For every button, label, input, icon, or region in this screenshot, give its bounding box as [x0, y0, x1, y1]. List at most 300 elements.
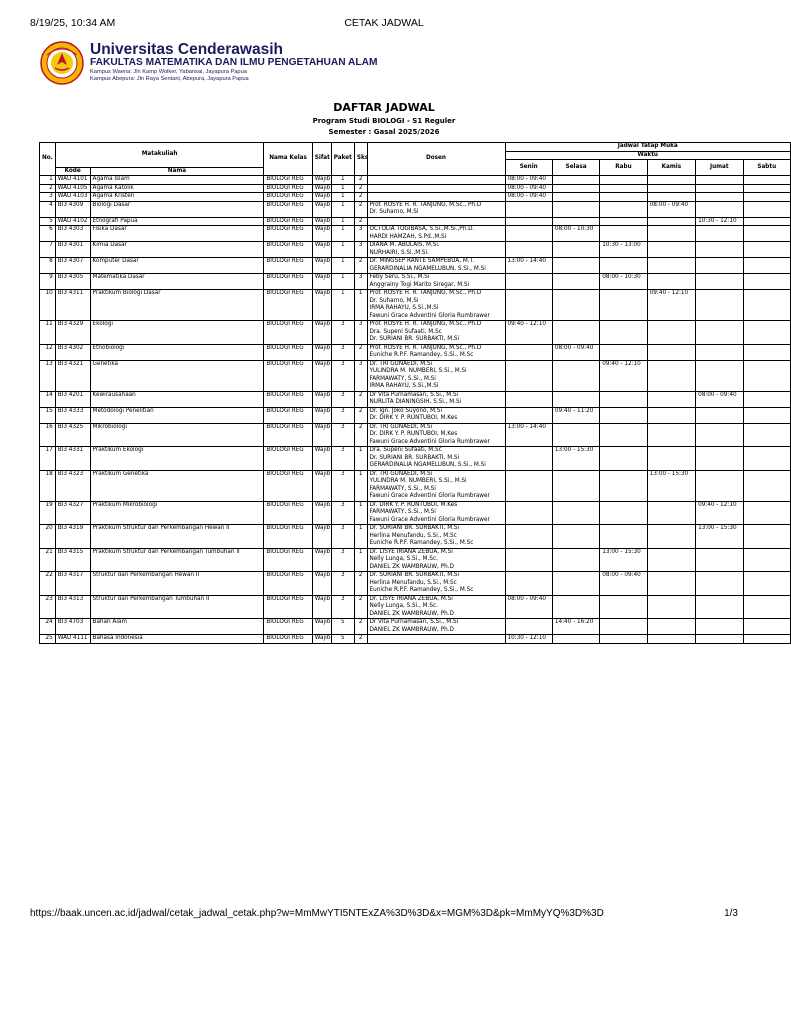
cell-kelas	[264, 242, 312, 258]
cell-nama-text: Praktikum Ekologi	[92, 447, 144, 454]
cell-sabtu	[743, 525, 791, 549]
cell-nama	[90, 184, 264, 193]
cell-no-text: 12	[45, 344, 53, 351]
cell-kamis	[647, 321, 695, 345]
cell-sks-text: 3	[358, 321, 363, 328]
cell-jumat	[696, 447, 743, 471]
cell-no-text: 4	[49, 201, 53, 208]
cell-sifat-text: Wajib	[314, 201, 331, 208]
cell-dosen	[367, 391, 505, 407]
cell-rabu-text: 09:40 - 12:10	[602, 360, 641, 367]
cell-kode-text: BI3 4703	[57, 619, 84, 626]
cell-jumat	[696, 290, 743, 321]
cell-dosen	[367, 548, 505, 572]
cell-kelas-text: BIOLOGI REG	[266, 501, 304, 508]
cell-sks-text: 2	[358, 184, 363, 191]
cell-sifat	[312, 572, 331, 596]
cell-kode	[55, 595, 90, 619]
cell-senin	[505, 501, 552, 525]
cell-sifat-text: Wajib	[314, 447, 331, 454]
cell-sabtu	[743, 619, 791, 635]
cell-sks-text: 2	[358, 201, 363, 208]
cell-no-text: 24	[45, 619, 53, 626]
cell-sabtu	[743, 447, 791, 471]
cell-nama-text: Etnobiologi	[92, 344, 125, 351]
cell-rabu	[600, 470, 647, 501]
cell-kelas-text: BIOLOGI REG	[266, 423, 304, 430]
cell-rabu	[600, 619, 647, 635]
cell-kode-text: WAU 4101	[57, 176, 88, 183]
cell-no-text: 13	[45, 360, 53, 367]
cell-no	[40, 501, 56, 525]
cell-nama	[90, 501, 264, 525]
cell-paket	[331, 447, 354, 471]
cell-nama-text: Ekologi	[92, 321, 113, 328]
cell-kamis	[647, 184, 695, 193]
dosen-name: Dr. SURIANI BR. SURBAKTI, M.Si	[369, 454, 460, 461]
dosen-name: Dr. Ign. Joko Suyono, M.Si	[369, 407, 443, 414]
cell-paket-text: 1	[341, 193, 345, 200]
header-nama-kelas: Nama Kelas	[264, 143, 312, 176]
cell-kelas-text: BIOLOGI REG	[266, 226, 304, 233]
cell-nama-text: Kimia Dasar	[92, 242, 127, 249]
cell-selasa-text: 14:40 - 16:20	[554, 619, 594, 626]
cell-no	[40, 344, 56, 360]
cell-kamis	[647, 193, 695, 202]
cell-rabu	[600, 635, 647, 644]
dosen-name: Dr. LISYE IRIANA ZEBUA, M.Si	[369, 548, 453, 555]
cell-paket	[331, 470, 354, 501]
cell-jumat	[696, 525, 743, 549]
cell-dosen	[367, 344, 505, 360]
cell-selasa	[552, 274, 599, 290]
cell-paket-text: 1	[341, 290, 345, 297]
table-row	[40, 423, 791, 447]
cell-senin	[505, 176, 552, 185]
cell-sks	[354, 470, 367, 501]
cell-senin	[505, 274, 552, 290]
cell-paket-text: 3	[341, 470, 345, 477]
dosen-name: Dr. DIRK Y. P. RUNTUBOI, M.Kes	[369, 415, 458, 422]
faculty-name: FAKULTAS MATEMATIKA DAN ILMU PENGETAHUAN ALAM	[90, 57, 378, 68]
cell-nama-text: Genetika	[92, 360, 119, 367]
cell-kode-text: BI3 4307	[57, 258, 84, 265]
cell-rabu	[600, 501, 647, 525]
cell-no-text: 25	[45, 635, 53, 642]
cell-senin	[505, 447, 552, 471]
cell-kelas	[264, 201, 312, 217]
cell-sabtu	[743, 391, 791, 407]
cell-sks-text: 2	[358, 635, 363, 642]
cell-paket-text: 5	[341, 619, 345, 626]
cell-dosen	[367, 407, 505, 423]
cell-nama	[90, 242, 264, 258]
cell-sifat	[312, 391, 331, 407]
cell-rabu	[600, 595, 647, 619]
cell-no-text: 18	[45, 470, 53, 477]
cell-selasa	[552, 635, 599, 644]
cell-sks-text: 2	[358, 619, 363, 626]
cell-jumat-text: 09:40 - 12:10	[698, 501, 737, 508]
table-row	[40, 391, 791, 407]
cell-paket	[331, 226, 354, 242]
cell-sks	[354, 226, 367, 242]
table-row	[40, 242, 791, 258]
cell-sifat	[312, 321, 331, 345]
cell-rabu	[600, 423, 647, 447]
cell-kode	[55, 184, 90, 193]
cell-kode-text: BI3 4303	[57, 226, 84, 233]
cell-nama	[90, 470, 264, 501]
cell-sifat-text: Wajib	[314, 501, 331, 508]
cell-jumat	[696, 226, 743, 242]
cell-sabtu	[743, 407, 791, 423]
cell-kamis	[647, 258, 695, 274]
cell-selasa	[552, 217, 599, 226]
cell-nama-text: Praktikum Struktur dan Perkembangan Tumbuhan II	[92, 548, 240, 555]
cell-nama-text: Agama Islam	[92, 176, 130, 183]
cell-senin-text: 09:40 - 12:10	[507, 321, 546, 328]
cell-sks-text: 1	[358, 501, 363, 508]
cell-sks-text: 2	[358, 217, 363, 224]
cell-sabtu	[743, 201, 791, 217]
cell-no-text: 10	[45, 290, 53, 297]
cell-sifat	[312, 595, 331, 619]
dosen-name: Dr. TRI GUNAEDI, M.Si	[369, 360, 433, 367]
cell-paket	[331, 184, 354, 193]
cell-sifat-text: Wajib	[314, 193, 331, 200]
dosen-name: Dr. Suharno, M.Si	[369, 209, 419, 216]
cell-sifat-text: Wajib	[314, 290, 331, 297]
cell-no-text: 1	[49, 176, 53, 183]
cell-sifat-text: Wajib	[314, 470, 331, 477]
cell-paket-text: 3	[341, 548, 345, 555]
cell-rabu	[600, 274, 647, 290]
cell-senin	[505, 407, 552, 423]
cell-rabu	[600, 360, 647, 391]
cell-sks	[354, 344, 367, 360]
cell-sks	[354, 619, 367, 635]
cell-sabtu	[743, 548, 791, 572]
cell-kelas-text: BIOLOGI REG	[266, 635, 304, 642]
cell-kelas	[264, 344, 312, 360]
cell-sabtu	[743, 423, 791, 447]
cell-selasa	[552, 184, 599, 193]
cell-nama	[90, 548, 264, 572]
cell-sifat-text: Wajib	[314, 321, 331, 328]
dosen-name: Fawuni Grace Adventini Gloria Rumbrawer	[369, 438, 490, 445]
cell-dosen	[367, 242, 505, 258]
header-day-sabtu: Sabtu	[743, 160, 791, 176]
cell-sifat	[312, 344, 331, 360]
cell-kode-text: WAU 4102	[57, 217, 88, 224]
cell-kelas	[264, 407, 312, 423]
cell-no	[40, 242, 56, 258]
cell-no-text: 11	[45, 321, 53, 328]
cell-sifat	[312, 184, 331, 193]
cell-nama	[90, 274, 264, 290]
cell-sks	[354, 548, 367, 572]
cell-sifat-text: Wajib	[314, 176, 331, 183]
cell-rabu	[600, 258, 647, 274]
cell-senin	[505, 321, 552, 345]
cell-paket-text: 3	[341, 423, 345, 430]
cell-paket-text: 3	[341, 360, 345, 367]
cell-kode-text: BI3 4321	[57, 360, 84, 367]
cell-kode	[55, 258, 90, 274]
cell-senin-text: 08:00 - 09:40	[507, 595, 546, 602]
cell-sifat	[312, 501, 331, 525]
schedule-table	[39, 142, 791, 644]
cell-jumat	[696, 201, 743, 217]
cell-sabtu	[743, 470, 791, 501]
cell-sks	[354, 321, 367, 345]
cell-paket-text: 1	[341, 226, 345, 233]
cell-sifat-text: Wajib	[314, 572, 331, 579]
cell-sifat-text: Wajib	[314, 274, 331, 281]
dosen-name: Fawuni Grace Adventini Gloria Rumbrawer	[369, 493, 490, 500]
cell-nama	[90, 525, 264, 549]
cell-sifat	[312, 407, 331, 423]
cell-sks	[354, 635, 367, 644]
cell-kelas-text: BIOLOGI REG	[266, 548, 304, 555]
cell-paket-text: 1	[341, 176, 345, 183]
cell-rabu	[600, 184, 647, 193]
cell-paket	[331, 258, 354, 274]
cell-dosen	[367, 525, 505, 549]
cell-no	[40, 201, 56, 217]
cell-jumat	[696, 407, 743, 423]
cell-senin	[505, 344, 552, 360]
cell-senin	[505, 184, 552, 193]
cell-selasa	[552, 360, 599, 391]
cell-sks	[354, 242, 367, 258]
cell-paket	[331, 242, 354, 258]
cell-selasa	[552, 525, 599, 549]
cell-sks	[354, 360, 367, 391]
cell-kelas-text: BIOLOGI REG	[266, 258, 304, 265]
schedule-table-container	[39, 142, 777, 712]
dosen-name: Dr Vita Purnamasari, S.Si., M.Si	[369, 619, 459, 626]
cell-jumat	[696, 193, 743, 202]
cell-paket	[331, 217, 354, 226]
cell-sks-text: 2	[358, 595, 363, 602]
dosen-name: HARDI HAMZAH, S.Pd.,M.Si	[369, 233, 447, 240]
cell-kode	[55, 635, 90, 644]
cell-kelas	[264, 470, 312, 501]
cell-kelas	[264, 391, 312, 407]
cell-nama	[90, 290, 264, 321]
cell-kode	[55, 548, 90, 572]
cell-rabu	[600, 407, 647, 423]
cell-kode	[55, 226, 90, 242]
cell-sabtu	[743, 344, 791, 360]
dosen-name: GERARDINALIA NGAMELUBUN, S.Si., M.Si	[369, 265, 486, 272]
cell-kode-text: BI3 4311	[57, 290, 84, 297]
cell-sks	[354, 525, 367, 549]
cell-senin-text: 08:00 - 09:40	[507, 176, 546, 183]
cell-no-text: 21	[45, 548, 53, 555]
cell-kelas-text: BIOLOGI REG	[266, 184, 304, 191]
cell-kamis	[647, 274, 695, 290]
cell-kelas-text: BIOLOGI REG	[266, 290, 304, 297]
table-row	[40, 321, 791, 345]
cell-paket	[331, 321, 354, 345]
cell-no-text: 19	[45, 501, 53, 508]
cell-sifat-text: Wajib	[314, 242, 331, 249]
cell-kelas	[264, 258, 312, 274]
cell-nama-text: Praktikum Biologi Dasar	[92, 290, 161, 297]
cell-no-text: 9	[49, 274, 53, 281]
cell-kelas	[264, 525, 312, 549]
cell-sks	[354, 258, 367, 274]
print-datetime: 8/19/25, 10:34 AM	[30, 17, 116, 29]
print-footer	[30, 908, 738, 920]
header-day-selasa: Selasa	[552, 160, 599, 176]
cell-sifat	[312, 242, 331, 258]
cell-kelas	[264, 184, 312, 193]
cell-kode-text: BI3 4327	[57, 501, 84, 508]
cell-paket-text: 1	[341, 184, 345, 191]
cell-paket-text: 1	[341, 274, 345, 281]
dosen-name: YULINDRA M. NUMBERI, S.Si., M.Si	[369, 368, 467, 375]
cell-sifat-text: Wajib	[314, 548, 331, 555]
cell-kelas-text: BIOLOGI REG	[266, 176, 304, 183]
cell-kamis	[647, 391, 695, 407]
cell-nama-text: Bahan Alam	[92, 619, 127, 626]
cell-rabu	[600, 548, 647, 572]
dosen-name: Feby Seru, S.Si., M.Si	[369, 274, 430, 281]
cell-jumat	[696, 274, 743, 290]
cell-senin	[505, 258, 552, 274]
cell-sks-text: 1	[358, 290, 363, 297]
cell-nama-text: Agama Kristen	[92, 193, 135, 200]
dosen-name: Dr. DIRK Y. P. RUNTUBOI, M.Kes	[369, 431, 458, 438]
cell-kode	[55, 407, 90, 423]
cell-kelas	[264, 635, 312, 644]
cell-nama	[90, 635, 264, 644]
cell-nama-text: Struktur dan Perkembangan Hewan II	[92, 572, 200, 579]
cell-kelas-text: BIOLOGI REG	[266, 391, 304, 398]
cell-sifat	[312, 619, 331, 635]
header-sifat: Sifat	[312, 143, 331, 176]
page-url: https://baak.uncen.ac.id/jadwal/cetak_jadwal_cetak.php?w=MmMwYTI5NTExZA%3D%3D&x=MGM%3D&pk=MmMyYQ%3D%3D	[30, 908, 604, 919]
cell-jumat	[696, 258, 743, 274]
table-row	[40, 201, 791, 217]
cell-kamis	[647, 619, 695, 635]
cell-jumat	[696, 572, 743, 596]
header-kode: Kode	[55, 167, 90, 176]
cell-rabu	[600, 391, 647, 407]
cell-no	[40, 217, 56, 226]
dosen-name: Euniche R.P.F. Ramandey, S.Si., M.Sc	[369, 587, 474, 594]
cell-jumat	[696, 391, 743, 407]
dosen-name: IRMA RAHAYU, S.Si.,M.Si	[369, 383, 439, 390]
cell-sks	[354, 447, 367, 471]
header-sks: Sks	[354, 143, 367, 176]
cell-rabu	[600, 344, 647, 360]
cell-nama	[90, 344, 264, 360]
cell-kamis	[647, 344, 695, 360]
dosen-name: FARMAWATY, S.Si., M.Si	[369, 509, 436, 516]
cell-dosen	[367, 176, 505, 185]
cell-selasa	[552, 226, 599, 242]
cell-rabu	[600, 217, 647, 226]
letterhead	[40, 41, 740, 85]
header-jadwal: Jadwal Tatap Muka	[505, 143, 791, 152]
cell-selasa-text: 13:00 - 15:30	[554, 447, 594, 454]
address-line-1: Kampus Waena: Jln Kamp Wolker, Yabansai, Jayapura Papua	[90, 69, 247, 75]
cell-nama-text: Bahasa Indonesia	[92, 635, 143, 642]
cell-kode	[55, 423, 90, 447]
cell-kamis	[647, 290, 695, 321]
cell-kode-text: BI3 4317	[57, 572, 84, 579]
cell-jumat-text: 10:30 - 12:10	[698, 217, 737, 224]
cell-kode	[55, 193, 90, 202]
cell-nama	[90, 226, 264, 242]
cell-senin-text: 10:30 - 12:10	[507, 635, 546, 642]
cell-kamis	[647, 447, 695, 471]
cell-rabu	[600, 176, 647, 185]
print-header	[30, 17, 738, 29]
cell-kamis	[647, 201, 695, 217]
cell-no-text: 15	[45, 407, 53, 414]
cell-kelas	[264, 572, 312, 596]
dosen-name: IRMA RAHAYU, S.Si.,M.Si	[369, 305, 439, 312]
cell-no-text: 2	[49, 184, 53, 191]
cell-paket	[331, 525, 354, 549]
cell-jumat	[696, 321, 743, 345]
cell-sifat	[312, 217, 331, 226]
cell-senin	[505, 201, 552, 217]
cell-no-text: 5	[49, 217, 53, 224]
cell-sifat-text: Wajib	[314, 217, 331, 224]
cell-kamis	[647, 635, 695, 644]
cell-kode-text: BI3 4319	[57, 525, 84, 532]
cell-kelas-text: BIOLOGI REG	[266, 274, 304, 281]
cell-selasa	[552, 447, 599, 471]
cell-sabtu	[743, 321, 791, 345]
cell-kode-text: BI3 4329	[57, 321, 84, 328]
cell-dosen	[367, 470, 505, 501]
cell-jumat	[696, 635, 743, 644]
cell-paket-text: 3	[341, 525, 345, 532]
cell-nama	[90, 595, 264, 619]
cell-sks-text: 2	[358, 193, 363, 200]
cell-jumat	[696, 344, 743, 360]
cell-sabtu	[743, 595, 791, 619]
cell-kelas	[264, 193, 312, 202]
cell-no	[40, 321, 56, 345]
cell-paket	[331, 619, 354, 635]
cell-nama-text: Praktikum Genetika	[92, 470, 149, 477]
cell-senin	[505, 360, 552, 391]
cell-nama-text: Mikrobiologi	[92, 423, 127, 430]
cell-sks	[354, 391, 367, 407]
dosen-name: Dra. Supeni Sufaati, M.Sc	[369, 447, 442, 454]
cell-sifat	[312, 274, 331, 290]
cell-kode	[55, 242, 90, 258]
dosen-name: GERARDINALIA NGAMELUBUN, S.Si., M.Si	[369, 462, 486, 469]
cell-senin	[505, 391, 552, 407]
dosen-name: DANIEL ZK WAMBRAUW, Ph.D	[369, 626, 454, 633]
cell-selasa-text: 08:00 - 09:40	[554, 344, 594, 351]
dosen-name: FARMAWATY, S.Si., M.Si	[369, 375, 436, 382]
dosen-name: Dr. TRI GUNAEDI, M.Si	[369, 470, 433, 477]
cell-nama	[90, 572, 264, 596]
cell-rabu	[600, 242, 647, 258]
cell-paket-text: 3	[341, 407, 345, 414]
